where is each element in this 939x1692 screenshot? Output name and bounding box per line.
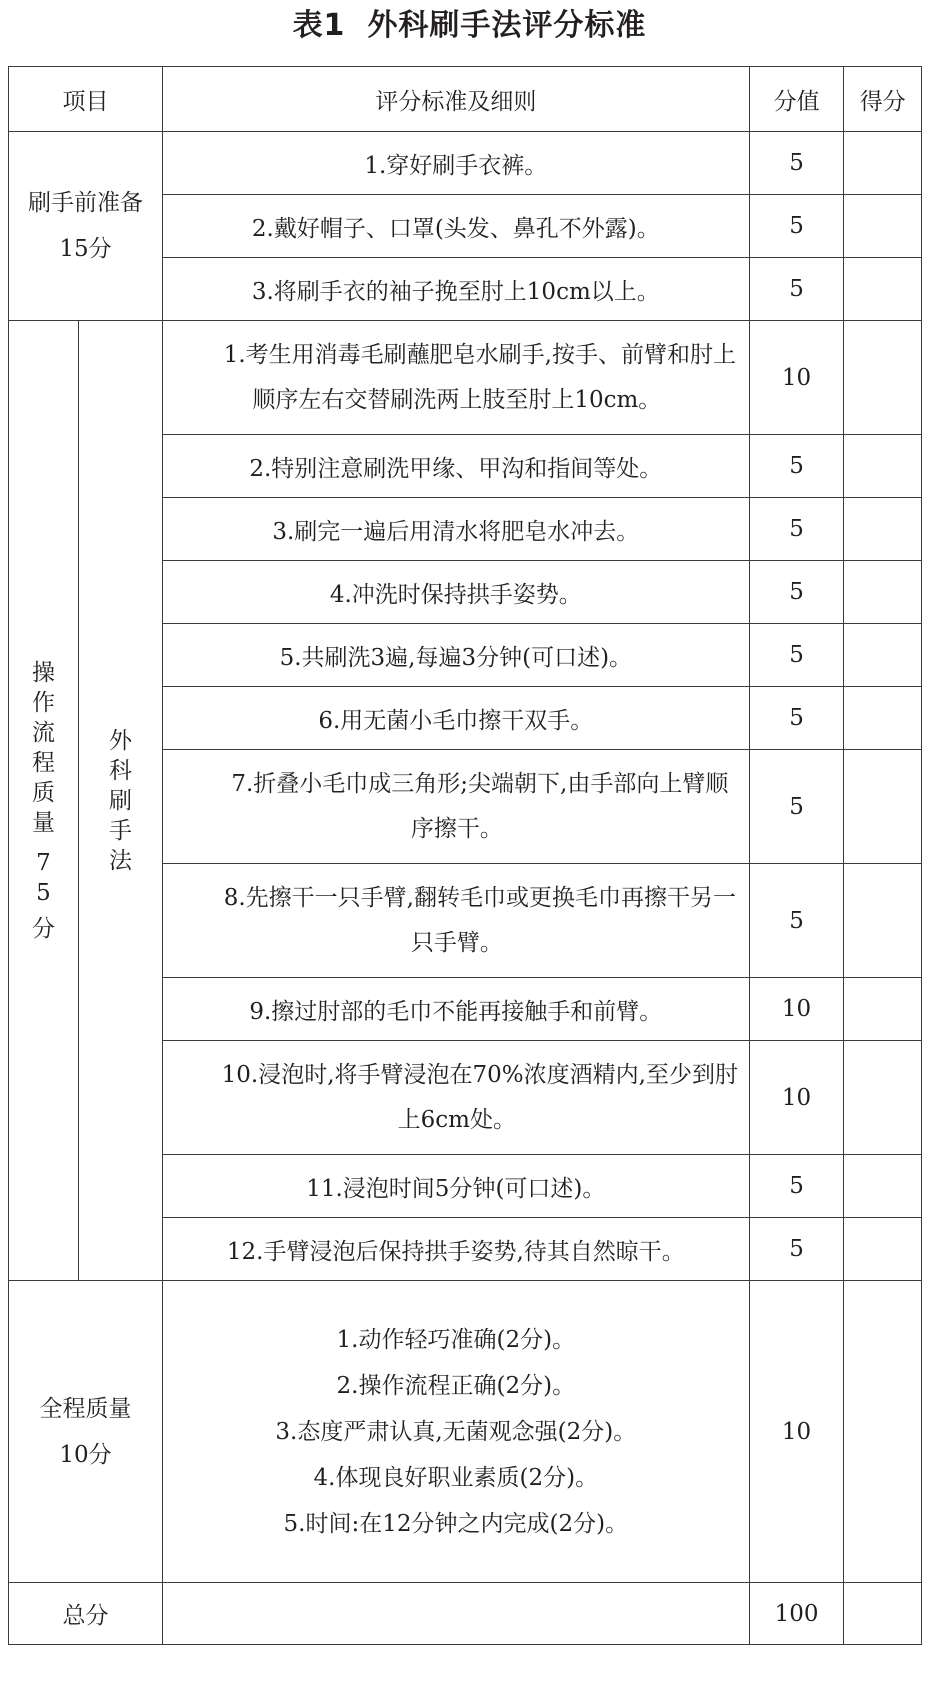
score-cell[interactable]: [844, 498, 922, 561]
points-cell: 5: [749, 1155, 844, 1218]
total-label: 总分: [9, 1583, 163, 1645]
scoring-table: [8, 66, 922, 1645]
criteria-cell: 8.先擦干一只手臂,翻转毛巾或更换毛巾再擦干另一只手臂。: [162, 864, 749, 978]
criteria-cell: 4.冲洗时保持拱手姿势。: [162, 561, 749, 624]
points-cell: 5: [749, 624, 844, 687]
header-row: [9, 67, 922, 132]
score-cell[interactable]: [844, 624, 922, 687]
criteria-line: 4.体现良好职业素质(2分)。: [313, 1464, 599, 1491]
criteria-cell: 3.将刷手衣的袖子挽至肘上10cm以上。: [162, 258, 749, 321]
total-points: 100: [749, 1583, 844, 1645]
points-cell: 5: [749, 687, 844, 750]
header-project: 项目: [9, 67, 163, 132]
total-criteria-cell: [162, 1583, 749, 1645]
points-cell: 10: [749, 1281, 844, 1583]
subcategory-label: 外科刷手法: [108, 727, 132, 874]
points-cell: 5: [749, 258, 844, 321]
score-cell[interactable]: [844, 561, 922, 624]
score-cell[interactable]: [844, 1281, 922, 1583]
criteria-cell: 2.特别注意刷洗甲缘、甲沟和指间等处。: [162, 435, 749, 498]
points-cell: 5: [749, 561, 844, 624]
criteria-cell: [162, 1281, 749, 1583]
points-cell: 5: [749, 864, 844, 978]
score-cell[interactable]: [844, 687, 922, 750]
criteria-cell: 5.共刷洗3遍,每遍3分钟(可口述)。: [162, 624, 749, 687]
score-cell[interactable]: [844, 864, 922, 978]
table-row: [9, 1281, 922, 1583]
criteria-cell: 1.考生用消毒毛刷蘸肥皂水刷手,按手、前臂和肘上顺序左右交替刷洗两上肢至肘上10cm。: [162, 321, 749, 435]
category-process-unit: 分: [31, 915, 55, 942]
category-prep-points: 15分: [59, 236, 112, 262]
criteria-cell: 2.戴好帽子、口罩(头发、鼻孔不外露)。: [162, 195, 749, 258]
criteria-line: 1.动作轻巧准确(2分)。: [336, 1326, 576, 1353]
score-cell[interactable]: [844, 750, 922, 864]
table-row: [9, 132, 922, 195]
criteria-cell: 6.用无菌小毛巾擦干双手。: [162, 687, 749, 750]
criteria-line: 3.态度严肃认真,无菌观念强(2分)。: [275, 1418, 637, 1445]
page-title: [0, 4, 939, 48]
total-score-cell[interactable]: [844, 1583, 922, 1645]
table-title: 外科刷手法评分标准: [367, 8, 647, 43]
criteria-line: 5.时间:在12分钟之内完成(2分)。: [283, 1510, 629, 1537]
criteria-cell: 12.手臂浸泡后保持拱手姿势,待其自然晾干。: [162, 1218, 749, 1281]
points-cell: 5: [749, 1218, 844, 1281]
score-cell[interactable]: [844, 1218, 922, 1281]
score-cell[interactable]: [844, 321, 922, 435]
points-cell: 10: [749, 1041, 844, 1155]
category-process: [9, 321, 79, 1281]
category-process-name: 操作流程质量: [31, 659, 55, 836]
score-cell[interactable]: [844, 435, 922, 498]
criteria-cell: 7.折叠小毛巾成三角形;尖端朝下,由手部向上臂顺序擦干。: [162, 750, 749, 864]
table-row: [9, 321, 922, 435]
criteria-cell: 1.穿好刷手衣裤。: [162, 132, 749, 195]
category-prep-name: 刷手前准备: [27, 190, 143, 216]
table-number: 表1: [292, 8, 346, 43]
score-cell[interactable]: [844, 1041, 922, 1155]
points-cell: 10: [749, 978, 844, 1041]
points-cell: 10: [749, 321, 844, 435]
category-overall-name: 全程质量: [39, 1395, 132, 1422]
header-score: 得分: [844, 67, 922, 132]
points-cell: 5: [749, 750, 844, 864]
score-cell[interactable]: [844, 258, 922, 321]
criteria-line: 2.操作流程正确(2分)。: [336, 1372, 576, 1399]
category-prep: [9, 132, 163, 321]
category-process-points: 75: [36, 849, 51, 906]
points-cell: 5: [749, 195, 844, 258]
category-process-label: [30, 658, 56, 944]
header-points: 分值: [749, 67, 844, 132]
total-row: [9, 1583, 922, 1645]
points-cell: 5: [749, 435, 844, 498]
criteria-cell: 11.浸泡时间5分钟(可口述)。: [162, 1155, 749, 1218]
points-cell: 5: [749, 132, 844, 195]
criteria-cell: 9.擦过肘部的毛巾不能再接触手和前臂。: [162, 978, 749, 1041]
category-overall-points: 10分: [59, 1441, 112, 1468]
points-cell: 5: [749, 498, 844, 561]
score-cell[interactable]: [844, 978, 922, 1041]
criteria-cell: 3.刷完一遍后用清水将肥皂水冲去。: [162, 498, 749, 561]
category-overall: [9, 1281, 163, 1583]
subcategory-surgical-scrub: [78, 321, 162, 1281]
score-cell[interactable]: [844, 195, 922, 258]
header-criteria: 评分标准及细则: [162, 67, 749, 132]
score-cell[interactable]: [844, 1155, 922, 1218]
criteria-cell: 10.浸泡时,将手臂浸泡在70%浓度酒精内,至少到肘上6cm处。: [162, 1041, 749, 1155]
score-cell[interactable]: [844, 132, 922, 195]
